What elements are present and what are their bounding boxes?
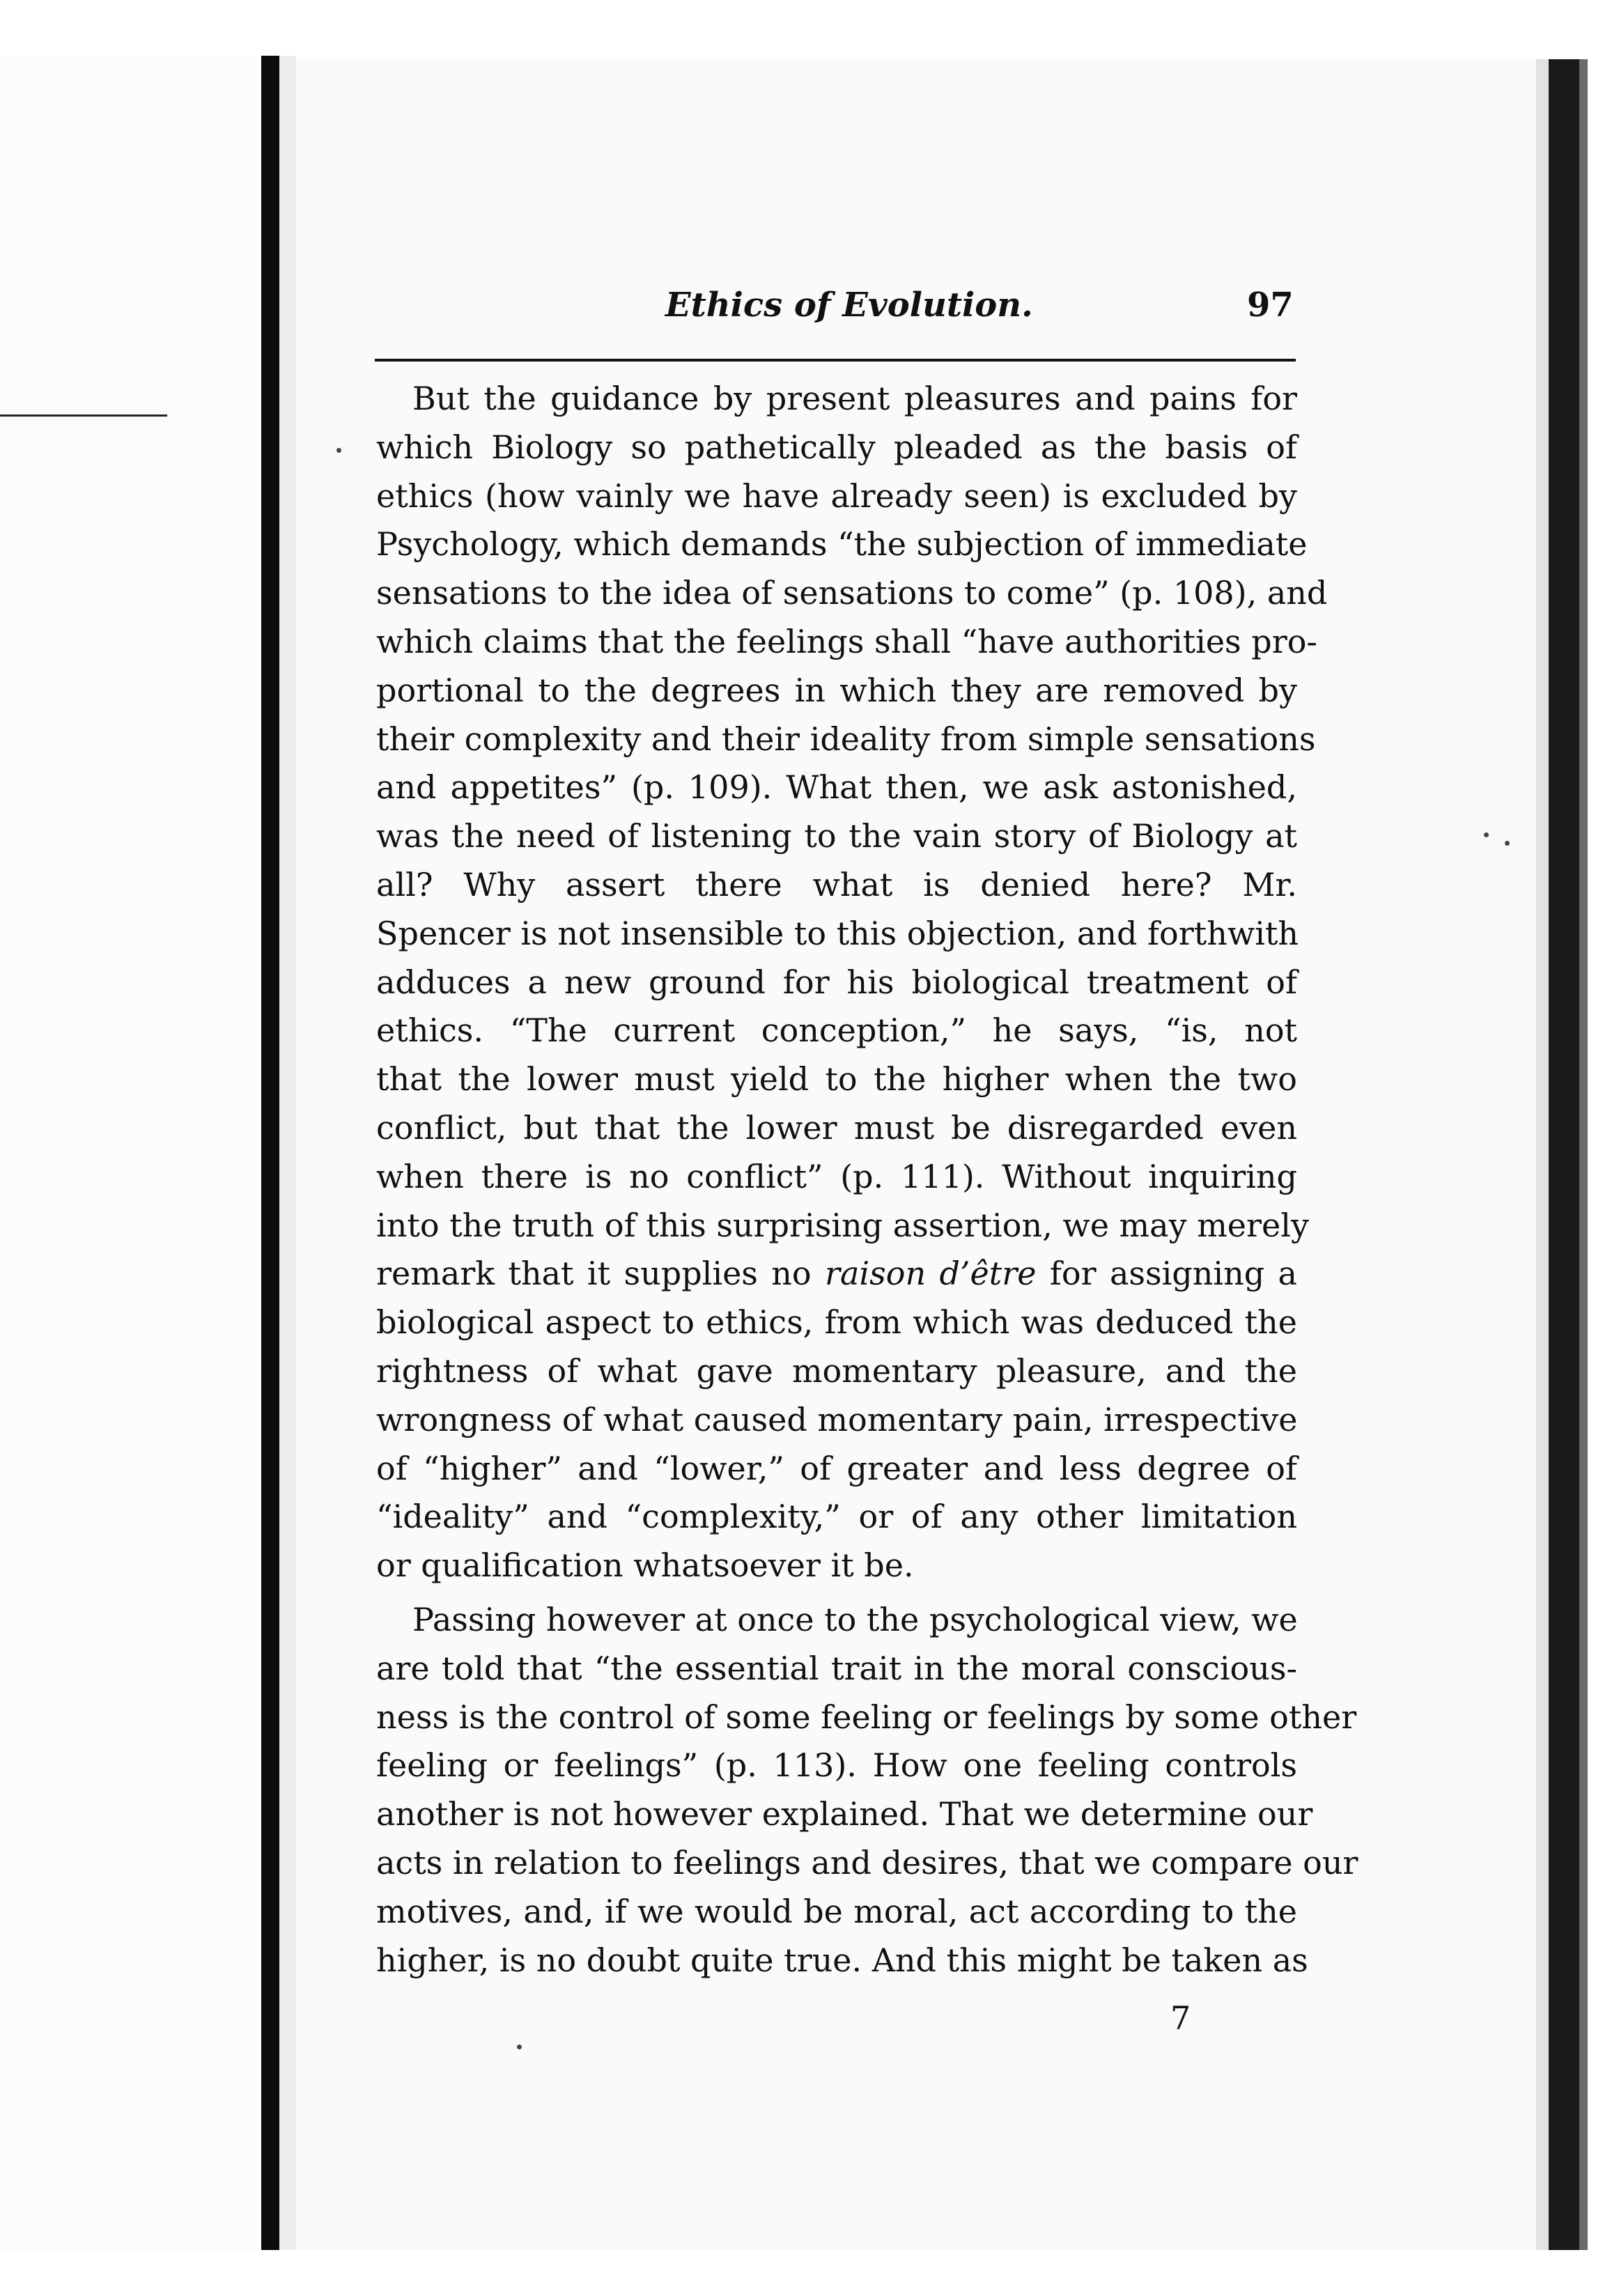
italic-phrase: raison d’être [825,1255,1037,1293]
scan-speck [1484,832,1489,837]
text-line: But the guidance by present pleasures and pains for [412,380,1297,417]
left-facing-page [0,56,256,2250]
text-line: that the lower must yield to the higher when the two [376,1060,1297,1099]
page-number: 97 [1247,286,1294,325]
signature-mark: 7 [1170,1999,1191,2037]
header-rule [375,359,1296,362]
text-line: sensations to the idea of sensations to come” (p. 108), and [376,574,1328,612]
paragraph-1 [376,375,1328,1590]
text-line: all? Why assert there what is denied here? Mr. [376,865,1297,903]
text-line: motives, and, if we would be moral, act according to the [376,1892,1297,1930]
text-line: another is not however explained. That we determine our [376,1795,1313,1833]
text-line: “ideality” and “complexity,” or of any other limitation [376,1498,1297,1536]
text-line: Psychology, which demands “the subjection of immediate [376,525,1308,564]
text-line: or qualification whatsoever it be. [376,1546,914,1585]
text-line: remark that it supplies no raison d’être for assigning a [376,1255,1297,1293]
page-edge-outer [1579,59,1588,2250]
text-line: which claims that the feelings shall “have authorities pro- [376,622,1317,660]
page-edge [1536,59,1549,2250]
text-line: higher, is no doubt quite true. And this might be taken as [376,1941,1308,1979]
text-line: feeling or feelings” (p. 113). How one feeling controls [376,1746,1297,1785]
text-line: adduces a new ground for his biological treatment of [376,963,1297,1001]
paragraph-2 [376,1596,1358,1985]
text-line: and appetites” (p. 109). What then, we ask astonished, [376,768,1297,807]
text-line: rightness of what gave momentary pleasure, and the [376,1351,1297,1390]
scan-speck [336,448,341,453]
running-title: Ethics of Evolution. [665,286,1033,325]
left-header-rule [0,414,167,417]
body-text [376,375,1358,1985]
text-line: biological aspect to ethics, from which was deduced the [376,1303,1297,1342]
text-line: which Biology so pathetically pleaded as the basis of [376,428,1297,466]
text-line: are told that “the essential trait in the moral conscious- [376,1649,1297,1687]
text-line: acts in relation to feelings and desires, that we compare our [376,1843,1358,1882]
paragraph-gap [376,1590,1297,1596]
text-line: into the truth of this surprising assertion, we may merely [376,1206,1309,1244]
scan-speck [1505,841,1510,846]
text-line: Passing however at once to the psychological view, we [412,1600,1298,1638]
text-line: of “higher” and “lower,” of greater and less degree of [376,1449,1297,1487]
text-line: when there is no conflict” (p. 111). Without inquiring [376,1157,1297,1195]
text-line: wrongness of what caused momentary pain, irrespective [376,1400,1298,1438]
text-line: portional to the degrees in which they are removed by [376,671,1297,709]
text-line: their complexity and their ideality from simple sensations [376,720,1316,758]
text-line: conflict, but that the lower must be disregarded even [376,1108,1297,1147]
book-gutter-shadow [261,56,279,2250]
text-line: ness is the control of some feeling or feelings by some other [376,1698,1357,1736]
page-edge-shadow [1549,59,1579,2250]
text-line: ethics. “The current conception,” he says, “is, not [376,1011,1297,1050]
text-line: Spencer is not insensible to this objection, and forthwith [376,914,1299,952]
book-gutter [279,56,296,2250]
text-line: was the need of listening to the vain story of Biology at [376,817,1297,855]
scan-speck [517,2045,522,2049]
text-line: ethics (how vainly we have already seen) is excluded by [376,476,1297,515]
